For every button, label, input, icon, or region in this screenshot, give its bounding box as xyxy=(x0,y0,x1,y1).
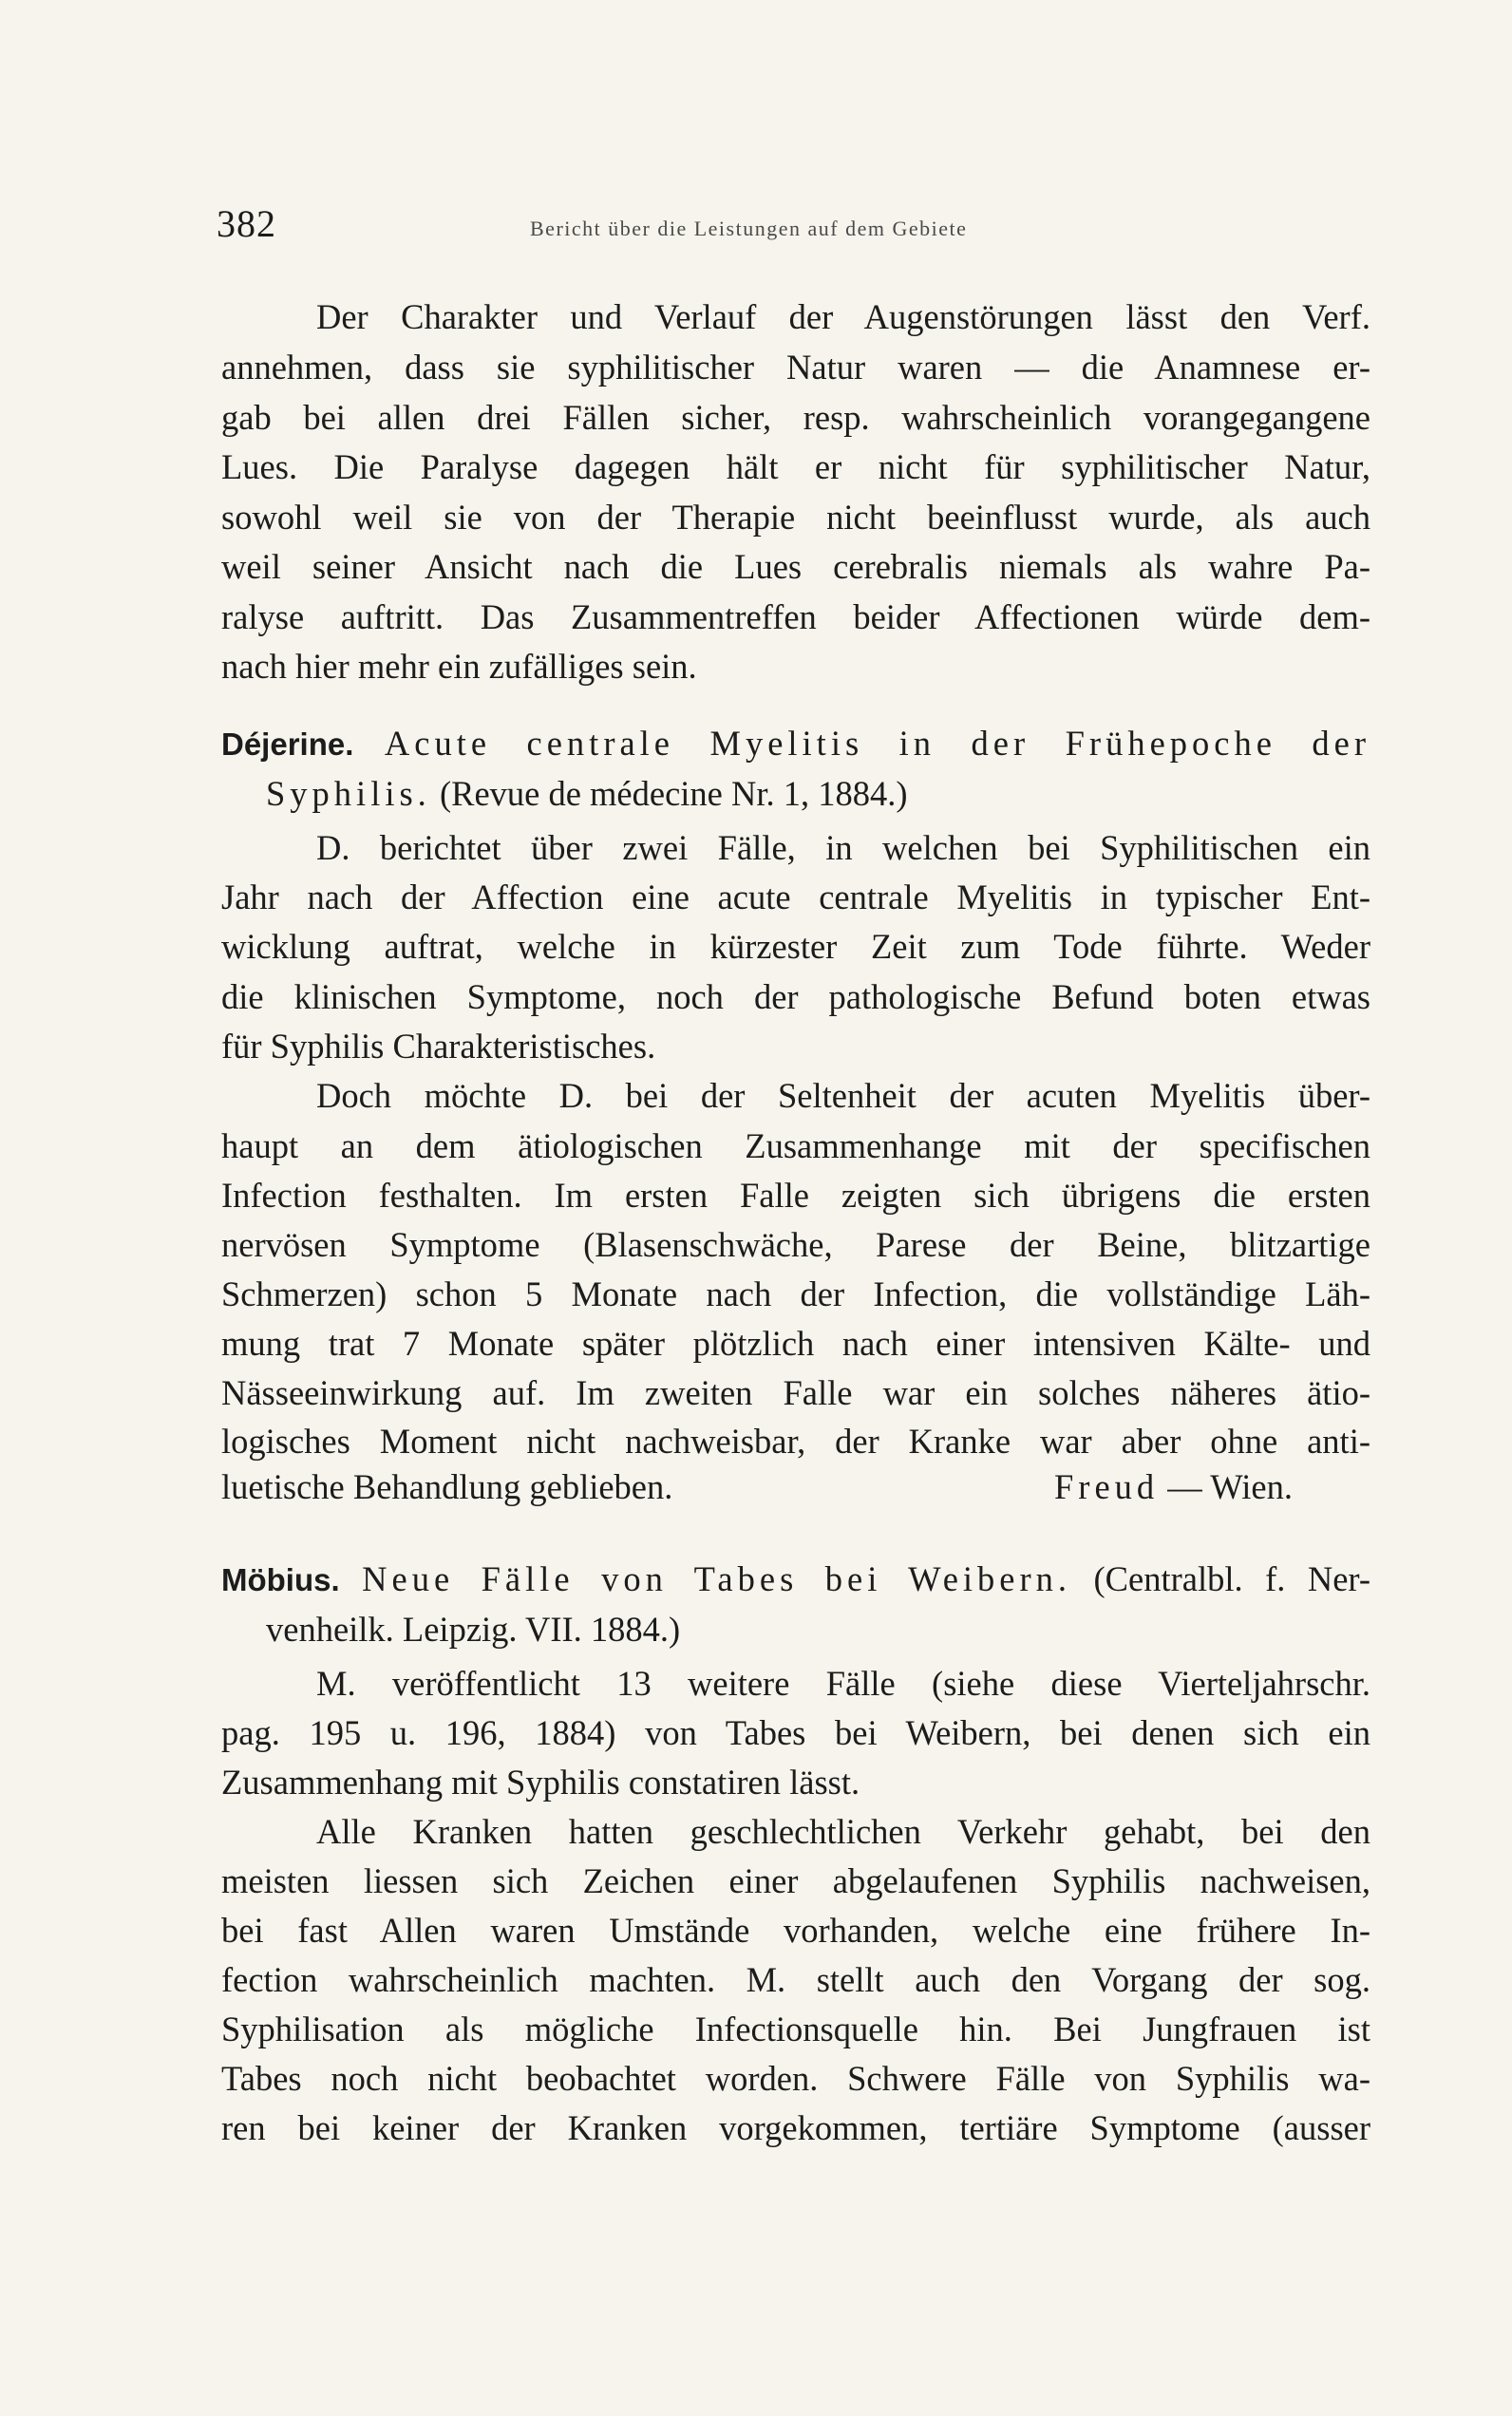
text-line: annehmen, dass sie syphilitischer Natur waren — die Anamnese er- xyxy=(221,348,1370,387)
text-line: Der Charakter und Verlauf der Augenstörungen lässt den Verf. xyxy=(316,297,1370,336)
text-line: Jahr nach der Affection eine acute centrale Myelitis in typischer Ent- xyxy=(221,878,1370,916)
text-line: weil seiner Ansicht nach die Lues cerebralis niemals als wahre Pa- xyxy=(221,547,1370,586)
text-line: Alle Kranken hatten geschlechtlichen Verkehr gehabt, bei den xyxy=(316,1812,1370,1851)
text-line: luetische Behandlung geblieben. xyxy=(221,1467,673,1506)
text-line: logisches Moment nicht nachweisbar, der Kranke war aber ohne anti- xyxy=(221,1422,1370,1461)
text-line: Syphilisation als mögliche Infectionsquelle hin. Bei Jungfrauen ist xyxy=(221,2010,1370,2048)
text-line: gab bei allen drei Fällen sicher, resp. wahrscheinlich vorangegangene xyxy=(221,398,1370,437)
text-line: für Syphilis Charakteristisches. xyxy=(221,1027,656,1066)
text-line: Lues. Die Paralyse dagegen hält er nicht für syphilitischer Natur, xyxy=(221,447,1370,486)
text-line: Zusammenhang mit Syphilis constatiren lässt. xyxy=(221,1763,860,1802)
reviewer-signature xyxy=(1054,1463,1293,1512)
text-line: ren bei keiner der Kranken vorgekommen, tertiäre Symptome (ausser xyxy=(221,2108,1370,2147)
page-number: 382 xyxy=(217,202,276,245)
page-header xyxy=(217,201,1284,258)
entry-citation xyxy=(266,769,1370,819)
entry-citation: venheilk. Leipzig. VII. 1884.) xyxy=(266,1610,681,1649)
text-line: pag. 195 u. 196, 1884) von Tabes bei Weibern, bei denen sich ein xyxy=(221,1713,1370,1752)
text-line: die klinischen Symptome, noch der pathologische Befund boten etwas xyxy=(221,977,1370,1016)
text-line: D. berichtet über zwei Fälle, in welchen bei Syphilitischen ein xyxy=(316,828,1370,867)
text-line: fection wahrscheinlich machten. M. stellt auch den Vorgang der sog. xyxy=(221,1960,1370,1999)
text-line: Tabes noch nicht beobachtet worden. Schwere Fälle von Syphilis wa- xyxy=(221,2059,1370,2098)
entry-title: Acute centrale Myelitis in der Frühepoche der xyxy=(384,724,1371,763)
entry-title-cont: Syphilis. xyxy=(266,774,431,813)
entry-author: Möbius. xyxy=(221,1562,340,1597)
text-line: Infection festhalten. Im ersten Falle zeigten sich übrigens die ersten xyxy=(221,1176,1370,1215)
entry-heading xyxy=(221,719,1370,769)
text-line: haupt an dem ätiologischen Zusammenhange mit der specifischen xyxy=(221,1126,1370,1165)
text-line: nervösen Symptome (Blasenschwäche, Parese der Beine, blitzartige xyxy=(221,1225,1370,1264)
reviewer-place: — Wien. xyxy=(1167,1467,1293,1506)
reviewer-name: Freud xyxy=(1054,1467,1160,1506)
entry-source: (Revue de médecine Nr. 1, 1884.) xyxy=(439,774,908,813)
text-line: mung trat 7 Monate später plötzlich nach einer intensiven Kälte- und xyxy=(221,1324,1370,1363)
text-line: wicklung auftrat, welche in kürzester Zeit zum Tode führte. Weder xyxy=(221,927,1370,966)
text-line: ralyse auftritt. Das Zusammentreffen beider Affectionen würde dem- xyxy=(221,597,1370,636)
text-line: meisten liessen sich Zeichen einer abgelaufenen Syphilis nachweisen, xyxy=(221,1861,1370,1900)
text-line: bei fast Allen waren Umstände vorhanden, welche eine frühere In- xyxy=(221,1911,1370,1950)
entry-source: (Centralbl. f. Ner- xyxy=(1093,1559,1371,1598)
entry-author: Déjerine. xyxy=(221,727,354,762)
text-line: Doch möchte D. bei der Seltenheit der acuten Myelitis über- xyxy=(316,1076,1370,1115)
text-line: Schmerzen) schon 5 Monate nach der Infection, die vollständige Läh- xyxy=(221,1274,1370,1313)
text-line: Nässeeinwirkung auf. Im zweiten Falle war ein solches näheres ätio- xyxy=(221,1373,1370,1412)
text-line: nach hier mehr ein zufälliges sein. xyxy=(221,647,697,686)
running-title: Bericht über die Leistungen auf dem Gebiete xyxy=(530,217,968,240)
text-line: M. veröffentlicht 13 weitere Fälle (siehe diese Vierteljahrschr. xyxy=(316,1664,1370,1703)
entry-title: Neue Fälle von Tabes bei Weibern. xyxy=(362,1559,1072,1598)
entry-heading xyxy=(221,1555,1370,1605)
text-line: sowohl weil sie von der Therapie nicht beeinflusst wurde, als auch xyxy=(221,498,1370,537)
